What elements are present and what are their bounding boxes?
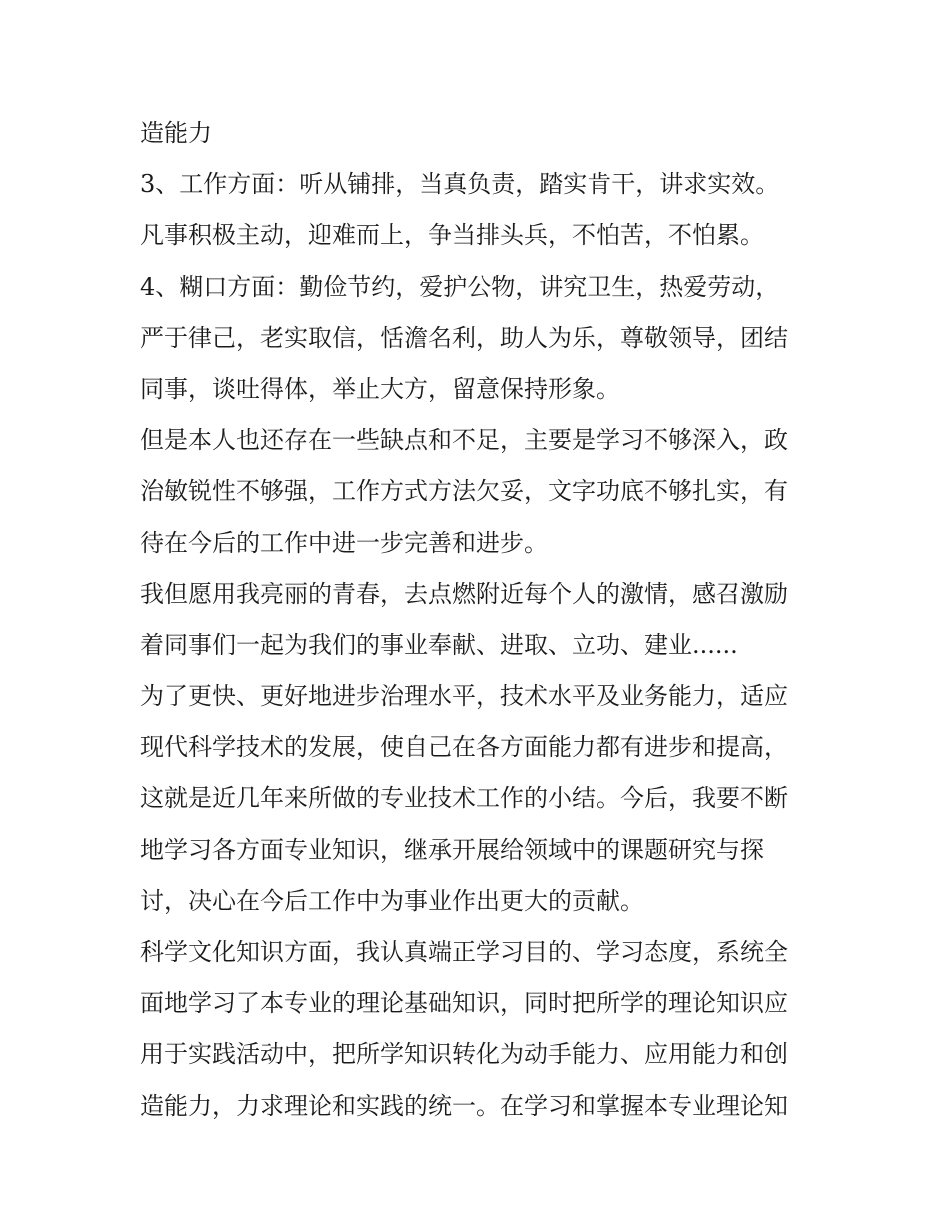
text-line: 造能力 — [140, 119, 212, 147]
text-line: 同事，谈吐得体，举止大方，留意保持形象。 — [140, 374, 620, 403]
text-line: 凡事积极主动，迎难而上，争当排头兵，不怕苦，不怕累。 — [140, 221, 764, 250]
text-line: 待在今后的工作中进一步完善和进步。 — [140, 528, 548, 557]
text-line: 4、糊口方面：勤俭节约，爱护公物，讲究卫生，热爱劳动， — [140, 272, 780, 301]
text-line: 现代科学技术的发展，使自己在各方面能力都有进步和提高， — [140, 733, 788, 762]
text-line: 但是本人也还存在一些缺点和不足，主要是学习不够深入，政 — [140, 426, 788, 455]
text-line: 治敏锐性不够强，工作方式方法欠妥，文字功底不够扎实，有 — [140, 477, 788, 506]
text-line: 我但愿用我亮丽的青春，去点燃附近每个人的激情，感召激励 — [140, 579, 788, 608]
text-line: 3、工作方面：听从铺排，当真负责，踏实肯干，讲求实效。 — [140, 170, 780, 199]
text-line: 严于律己，老实取信，恬澹名利，助人为乐，尊敬领导，团结 — [140, 323, 788, 352]
text-line: 科学文化知识方面，我认真端正学习目的、学习态度，系统全 — [140, 938, 788, 966]
text-line: 着同事们一起为我们的事业奉献、进取、立功、建业...... — [140, 630, 738, 659]
text-line: 用于实践活动中，把所学知识转化为动手能力、应用能力和创 — [140, 1040, 788, 1069]
text-line: 为了更快、更好地进步治理水平，技术水平及业务能力，适应 — [140, 682, 788, 711]
text-line: 地学习各方面专业知识，继承开展给领域中的课题研究与探 — [140, 835, 764, 864]
text-line: 这就是近几年来所做的专业技术工作的小结。今后，我要不断 — [140, 784, 788, 813]
document-body — [140, 108, 820, 1132]
text-line: 面地学习了本专业的理论基础知识，同时把所学的理论知识应 — [140, 989, 788, 1018]
text-line: 讨，决心在今后工作中为事业作出更大的贡献。 — [140, 886, 644, 915]
text-line: 造能力，力求理论和实践的统一。在学习和掌握本专业理论知 — [140, 1091, 788, 1120]
